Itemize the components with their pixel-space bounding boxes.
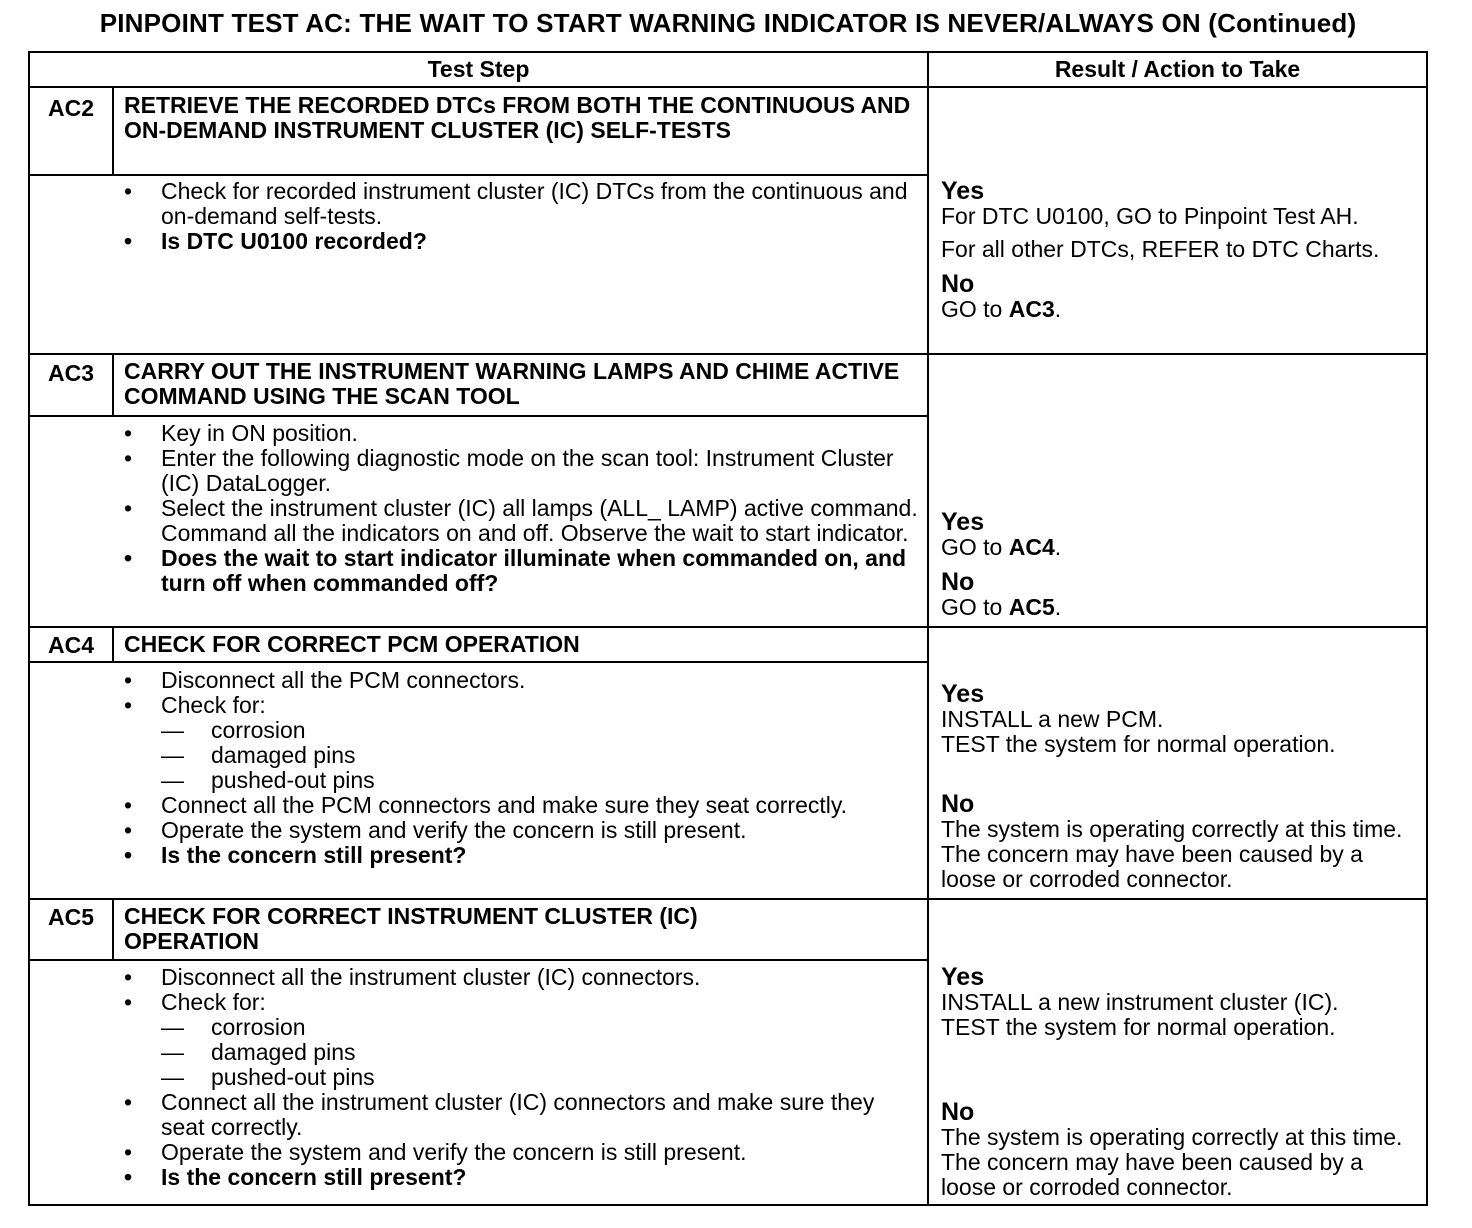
result-header: Result / Action to Take [1054, 56, 1301, 82]
column-divider [927, 53, 929, 1204]
no-action: GO to AC5. [941, 594, 1062, 620]
page-title: PINPOINT TEST AC: THE WAIT TO START WARNING INDICATOR IS NEVER/ALWAYS ON (Continued) [99, 8, 1357, 38]
step-result [941, 964, 1421, 1200]
instruction-item: • Operate the system and verify the concern is still present. [124, 1140, 924, 1165]
step-instructions [124, 179, 924, 254]
step-divider [30, 626, 1426, 628]
instruction-item: • Disconnect all the PCM connectors. [124, 668, 924, 693]
step-code: AC2 [47, 95, 94, 121]
step-code: AC5 [47, 904, 94, 930]
no-action: The system is operating correctly at this time. The concern may have been caused by a loose or corroded connector. [941, 1124, 1403, 1200]
step-heading: CARRY OUT THE INSTRUMENT WARNING LAMPS AND CHIME ACTIVE COMMAND USING THE SCAN TOOL [124, 358, 900, 409]
instruction-question: • Is the concern still present? [124, 1165, 924, 1190]
no-action: GO to AC3. [941, 296, 1062, 322]
step-result [941, 178, 1421, 322]
instruction-subitem: — pushed-out pins [124, 1065, 924, 1090]
instruction-item: • Enter the following diagnostic mode on the scan tool: Instrument Cluster (IC) DataLogger. [124, 446, 924, 496]
code-divider [112, 628, 114, 662]
header-divider [30, 86, 1426, 88]
instruction-subitem: — pushed-out pins [124, 768, 924, 793]
step-heading: CHECK FOR CORRECT INSTRUMENT CLUSTER (IC) OPERATION [124, 903, 698, 954]
instruction-item: • Operate the system and verify the concern is still present. [124, 818, 924, 843]
step-reference: AC4 [1008, 534, 1055, 560]
instruction-item: • Check for: [124, 693, 924, 718]
pinpoint-test-table [28, 51, 1428, 1206]
code-divider [112, 88, 114, 174]
step-divider [30, 353, 1426, 355]
step-code: AC3 [47, 360, 94, 386]
instruction-subitem: — damaged pins [124, 743, 924, 768]
yes-action: TEST the system for normal operation. [941, 1014, 1336, 1040]
instruction-question: • Does the wait to start indicator illuminate when commanded on, and turn off when commanded off? [124, 546, 924, 596]
step-heading-divider [30, 959, 927, 961]
step-instructions [124, 421, 924, 596]
instruction-subitem: — damaged pins [124, 1040, 924, 1065]
test-step-header: Test Step [427, 56, 530, 82]
instruction-item: • Check for recorded instrument cluster (IC) DTCs from the continuous and on-demand self-tests. [124, 179, 924, 229]
instruction-question: • Is DTC U0100 recorded? [124, 229, 924, 254]
yes-action: For DTC U0100, GO to Pinpoint Test AH. [941, 203, 1359, 229]
no-label: No [941, 270, 975, 298]
instruction-subitem: — corrosion [124, 1015, 924, 1040]
instruction-item: • Connect all the instrument cluster (IC) connectors and make sure they seat correctly. [124, 1090, 924, 1140]
instruction-item: • Check for: [124, 990, 924, 1015]
step-reference: AC3 [1008, 296, 1055, 322]
instruction-item: • Connect all the PCM connectors and make sure they seat correctly. [124, 793, 924, 818]
instruction-subitem: — corrosion [124, 718, 924, 743]
instruction-item: • Select the instrument cluster (IC) all lamps (ALL_ LAMP) active command. Command all the indicators on and off. Observe the wait to start indicator. [124, 496, 924, 546]
step-result [941, 681, 1421, 892]
step-heading-divider [30, 174, 927, 176]
no-label: No [941, 1098, 975, 1126]
step-result [941, 509, 1421, 620]
step-heading-divider [30, 415, 927, 417]
yes-label: Yes [941, 680, 985, 708]
no-label: No [941, 568, 975, 596]
step-reference: AC5 [1008, 594, 1055, 620]
step-heading-divider [30, 661, 927, 663]
code-divider [112, 355, 114, 416]
no-action: The system is operating correctly at this time. The concern may have been caused by a loose or corroded connector. [941, 816, 1403, 892]
instruction-item: • Disconnect all the instrument cluster (IC) connectors. [124, 965, 924, 990]
instruction-item: • Key in ON position. [124, 421, 924, 446]
step-heading: RETRIEVE THE RECORDED DTCs FROM BOTH THE CONTINUOUS AND ON-DEMAND INSTRUMENT CLUSTER (IC) SELF-TESTS [124, 92, 911, 143]
step-heading: CHECK FOR CORRECT PCM OPERATION [124, 631, 580, 657]
step-divider [30, 898, 1426, 900]
code-divider [112, 900, 114, 960]
yes-action: INSTALL a new PCM. [941, 706, 1164, 732]
yes-action: GO to AC4. [941, 534, 1062, 560]
step-instructions [124, 668, 924, 868]
step-code: AC4 [47, 632, 94, 658]
yes-action: INSTALL a new instrument cluster (IC). [941, 989, 1339, 1015]
yes-action: For all other DTCs, REFER to DTC Charts. [941, 236, 1380, 262]
no-label: No [941, 790, 975, 818]
yes-label: Yes [941, 508, 985, 536]
instruction-question: • Is the concern still present? [124, 843, 924, 868]
step-instructions [124, 965, 924, 1190]
yes-label: Yes [941, 177, 985, 205]
yes-action: TEST the system for normal operation. [941, 731, 1336, 757]
yes-label: Yes [941, 963, 985, 991]
